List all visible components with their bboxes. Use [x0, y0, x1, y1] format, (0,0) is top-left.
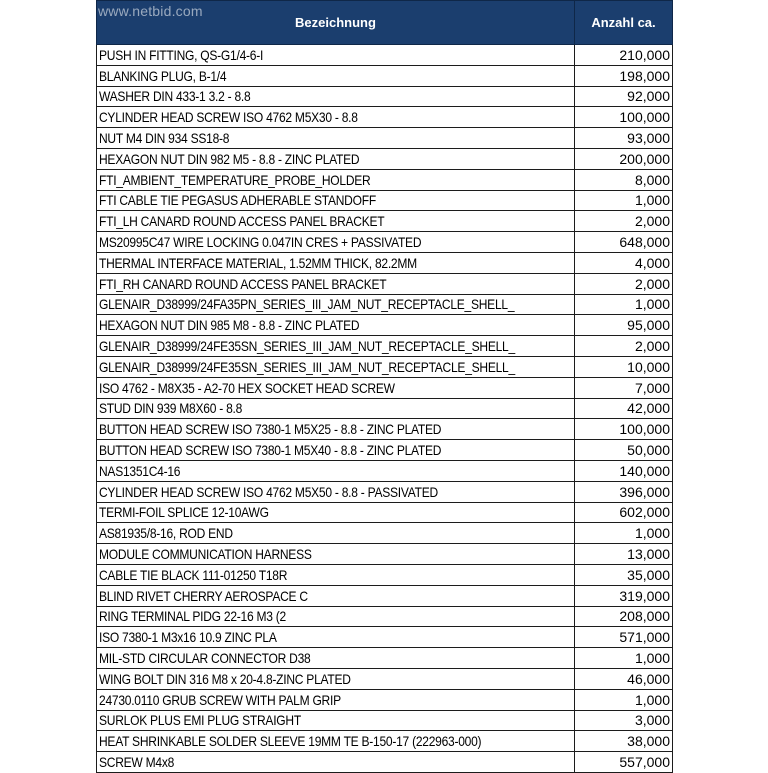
- table-row: [97, 710, 673, 731]
- table-row: [97, 377, 673, 398]
- part-description-cell: MIL-STD CIRCULAR CONNECTOR D38: [97, 648, 575, 669]
- part-quantity-cell: 198,000: [575, 65, 673, 86]
- part-quantity-cell: 46,000: [575, 668, 673, 689]
- table-row: [97, 564, 673, 585]
- table-row: [97, 294, 673, 315]
- parts-table: [96, 0, 673, 773]
- part-description-cell: FTI_RH CANARD ROUND ACCESS PANEL BRACKET: [97, 273, 575, 294]
- part-quantity-cell: 319,000: [575, 585, 673, 606]
- part-quantity-cell: 42,000: [575, 398, 673, 419]
- part-quantity-cell: 100,000: [575, 107, 673, 128]
- table-row: [97, 128, 673, 149]
- part-quantity-cell: 1,000: [575, 523, 673, 544]
- part-quantity-cell: 50,000: [575, 440, 673, 461]
- part-description-cell: WASHER DIN 433-1 3.2 - 8.8: [97, 86, 575, 107]
- part-quantity-cell: 1,000: [575, 294, 673, 315]
- part-description-cell: TERMI-FOIL SPLICE 12-10AWG: [97, 502, 575, 523]
- table-row: [97, 45, 673, 66]
- table-row: [97, 481, 673, 502]
- part-description-cell: RING TERMINAL PIDG 22-16 M3 (2: [97, 606, 575, 627]
- part-description-cell: ISO 7380-1 M3x16 10.9 ZINC PLA: [97, 627, 575, 648]
- part-description-cell: PUSH IN FITTING, QS-G1/4-6-I: [97, 45, 575, 66]
- table-row: [97, 356, 673, 377]
- parts-sheet: [96, 0, 672, 773]
- part-quantity-cell: 1,000: [575, 689, 673, 710]
- table-row: [97, 689, 673, 710]
- part-quantity-cell: 93,000: [575, 128, 673, 149]
- table-row: [97, 273, 673, 294]
- part-quantity-cell: 13,000: [575, 544, 673, 565]
- part-description-cell: GLENAIR_D38999/24FE35SN_SERIES_III_JAM_NUT_RECEPTACLE_SHELL_: [97, 336, 575, 357]
- table-row: [97, 107, 673, 128]
- watermark-text: www.netbid.com: [98, 3, 203, 19]
- part-description-cell: HEXAGON NUT DIN 985 M8 - 8.8 - ZINC PLATED: [97, 315, 575, 336]
- table-row: [97, 65, 673, 86]
- table-row: [97, 315, 673, 336]
- table-row: [97, 606, 673, 627]
- part-description-cell: GLENAIR_D38999/24FA35PN_SERIES_III_JAM_NUT_RECEPTACLE_SHELL_: [97, 294, 575, 315]
- table-row: [97, 585, 673, 606]
- part-quantity-cell: 648,000: [575, 232, 673, 253]
- table-row: [97, 440, 673, 461]
- table-row: [97, 252, 673, 273]
- table-row: [97, 169, 673, 190]
- part-quantity-cell: 571,000: [575, 627, 673, 648]
- part-quantity-cell: 35,000: [575, 564, 673, 585]
- table-row: [97, 648, 673, 669]
- table-row: [97, 86, 673, 107]
- table-row: [97, 148, 673, 169]
- column-header-description: Bezeichnung: [97, 1, 575, 45]
- table-row: [97, 668, 673, 689]
- part-description-cell: MS20995C47 WIRE LOCKING 0.047IN CRES + PASSIVATED: [97, 232, 575, 253]
- part-description-cell: STUD DIN 939 M8X60 - 8.8: [97, 398, 575, 419]
- column-header-quantity: Anzahl ca.: [575, 1, 673, 45]
- part-quantity-cell: 3,000: [575, 710, 673, 731]
- table-row: [97, 752, 673, 773]
- part-description-cell: BUTTON HEAD SCREW ISO 7380-1 M5X40 - 8.8 - ZINC PLATED: [97, 440, 575, 461]
- part-description-cell: SURLOK PLUS EMI PLUG STRAIGHT: [97, 710, 575, 731]
- part-description-cell: FTI_AMBIENT_TEMPERATURE_PROBE_HOLDER: [97, 169, 575, 190]
- part-description-cell: GLENAIR_D38999/24FE35SN_SERIES_III_JAM_NUT_RECEPTACLE_SHELL_: [97, 356, 575, 377]
- part-description-cell: THERMAL INTERFACE MATERIAL, 1.52MM THICK, 82.2MM: [97, 252, 575, 273]
- part-description-cell: CABLE TIE BLACK 111-01250 T18R: [97, 564, 575, 585]
- part-quantity-cell: 140,000: [575, 460, 673, 481]
- part-description-cell: NUT M4 DIN 934 SS18-8: [97, 128, 575, 149]
- part-description-cell: MODULE COMMUNICATION HARNESS: [97, 544, 575, 565]
- part-description-cell: CYLINDER HEAD SCREW ISO 4762 M5X50 - 8.8 - PASSIVATED: [97, 481, 575, 502]
- table-row: [97, 419, 673, 440]
- part-quantity-cell: 2,000: [575, 211, 673, 232]
- part-quantity-cell: 2,000: [575, 336, 673, 357]
- part-quantity-cell: 10,000: [575, 356, 673, 377]
- part-description-cell: FTI CABLE TIE PEGASUS ADHERABLE STANDOFF: [97, 190, 575, 211]
- part-description-cell: WING BOLT DIN 316 M8 x 20-4.8-ZINC PLATED: [97, 668, 575, 689]
- table-body: [97, 45, 673, 773]
- part-description-cell: BUTTON HEAD SCREW ISO 7380-1 M5X25 - 8.8 - ZINC PLATED: [97, 419, 575, 440]
- part-quantity-cell: 210,000: [575, 45, 673, 66]
- part-quantity-cell: 92,000: [575, 86, 673, 107]
- part-quantity-cell: 38,000: [575, 731, 673, 752]
- part-quantity-cell: 1,000: [575, 648, 673, 669]
- table-row: [97, 190, 673, 211]
- part-description-cell: AS81935/8-16, ROD END: [97, 523, 575, 544]
- table-row: [97, 460, 673, 481]
- part-quantity-cell: 100,000: [575, 419, 673, 440]
- table-row: [97, 731, 673, 752]
- part-quantity-cell: 95,000: [575, 315, 673, 336]
- table-row: [97, 627, 673, 648]
- table-row: [97, 523, 673, 544]
- part-quantity-cell: 200,000: [575, 148, 673, 169]
- part-description-cell: 24730.0110 GRUB SCREW WITH PALM GRIP: [97, 689, 575, 710]
- part-quantity-cell: 602,000: [575, 502, 673, 523]
- table-row: [97, 502, 673, 523]
- part-description-cell: BLIND RIVET CHERRY AEROSPACE C: [97, 585, 575, 606]
- part-description-cell: HEAT SHRINKABLE SOLDER SLEEVE 19MM TE B-150-17 (222963-000): [97, 731, 575, 752]
- part-quantity-cell: 396,000: [575, 481, 673, 502]
- part-quantity-cell: 208,000: [575, 606, 673, 627]
- part-quantity-cell: 2,000: [575, 273, 673, 294]
- part-description-cell: HEXAGON NUT DIN 982 M5 - 8.8 - ZINC PLATED: [97, 148, 575, 169]
- table-row: [97, 544, 673, 565]
- part-quantity-cell: 4,000: [575, 252, 673, 273]
- table-row: [97, 398, 673, 419]
- part-quantity-cell: 1,000: [575, 190, 673, 211]
- part-description-cell: ISO 4762 - M8X35 - A2-70 HEX SOCKET HEAD SCREW: [97, 377, 575, 398]
- table-row: [97, 211, 673, 232]
- part-description-cell: NAS1351C4-16: [97, 460, 575, 481]
- part-quantity-cell: 557,000: [575, 752, 673, 773]
- part-description-cell: CYLINDER HEAD SCREW ISO 4762 M5X30 - 8.8: [97, 107, 575, 128]
- table-row: [97, 336, 673, 357]
- part-quantity-cell: 7,000: [575, 377, 673, 398]
- part-description-cell: FTI_LH CANARD ROUND ACCESS PANEL BRACKET: [97, 211, 575, 232]
- part-description-cell: BLANKING PLUG, B-1/4: [97, 65, 575, 86]
- part-description-cell: SCREW M4x8: [97, 752, 575, 773]
- part-quantity-cell: 8,000: [575, 169, 673, 190]
- table-row: [97, 232, 673, 253]
